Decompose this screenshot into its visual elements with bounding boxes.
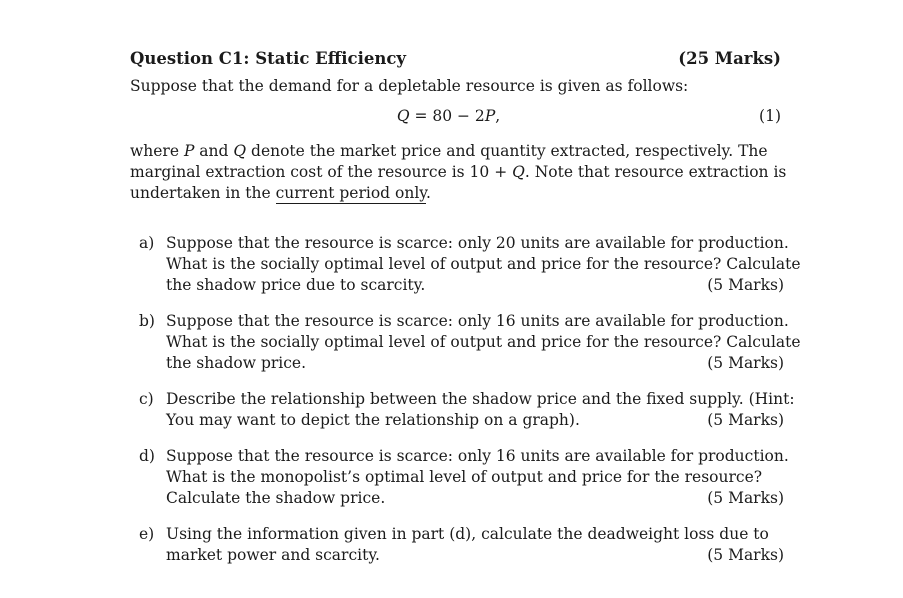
text-fragment: marginal extraction cost of the resource is 10 + xyxy=(130,163,513,181)
question-c-line: You may want to depict the relationship on a graph). xyxy=(166,411,580,429)
question-d-marks: (5 Marks) xyxy=(707,489,784,507)
question-b-line: the shadow price. xyxy=(166,354,307,372)
equation-rhs-var: P xyxy=(484,107,496,125)
question-d-label: d) xyxy=(139,447,155,465)
question-a-line: What is the socially optimal level of output and price for the resource? Calculate xyxy=(166,255,801,273)
question-title: Question C1: Static Efficiency xyxy=(130,49,406,68)
question-e-line: Using the information given in part (d), calculate the deadweight loss due to xyxy=(166,525,769,543)
underlined-text: current period only xyxy=(275,184,426,202)
equation-lhs: Q xyxy=(396,107,410,125)
question-a-label: a) xyxy=(139,234,155,252)
text-fragment: undertaken in the xyxy=(130,184,276,202)
paragraph-line-3 xyxy=(130,183,431,203)
text-fragment: . Note that resource extraction is xyxy=(524,163,787,181)
question-e-label: e) xyxy=(139,525,155,543)
question-d-line: What is the monopolist’s optimal level of output and price for the resource? xyxy=(166,468,763,486)
total-marks: (25 Marks) xyxy=(678,49,781,68)
question-b-label: b) xyxy=(139,312,155,330)
question-b-line: Suppose that the resource is scarce: only 16 units are available for production. xyxy=(166,312,789,330)
intro-text: Suppose that the demand for a depletable resource is given as follows: xyxy=(130,77,689,95)
question-b-line: What is the socially optimal level of output and price for the resource? Calculate xyxy=(166,333,801,351)
math-var-p: P xyxy=(183,142,195,160)
question-c-marks: (5 Marks) xyxy=(707,411,784,429)
question-a-marks: (5 Marks) xyxy=(707,276,784,294)
question-c-line: Describe the relationship between the shadow price and the fixed supply. (Hint: xyxy=(166,390,795,408)
text-fragment: denote the market price and quantity extracted, respectively. The xyxy=(246,142,768,160)
paragraph-line-2 xyxy=(130,162,786,182)
math-var-q: Q xyxy=(512,163,525,181)
equation-number: (1) xyxy=(759,107,781,125)
text-fragment: and xyxy=(194,142,234,160)
question-d-line: Calculate the shadow price. xyxy=(166,489,386,507)
equation-rhs-pre: = 80 − 2 xyxy=(409,107,485,125)
question-d-line: Suppose that the resource is scarce: only 16 units are available for production. xyxy=(166,447,789,465)
math-var-q: Q xyxy=(233,142,247,160)
text-fragment: where xyxy=(130,142,184,160)
question-c-label: c) xyxy=(139,390,154,408)
question-e-marks: (5 Marks) xyxy=(707,546,784,564)
equation-rhs-post: , xyxy=(495,107,501,125)
question-a-line: the shadow price due to scarcity. xyxy=(166,276,426,294)
question-a-line: Suppose that the resource is scarce: only 20 units are available for production. xyxy=(166,234,789,252)
text-fragment: . xyxy=(426,184,431,202)
paragraph-line-1 xyxy=(130,141,768,161)
question-b-marks: (5 Marks) xyxy=(707,354,784,372)
question-e-line: market power and scarcity. xyxy=(166,546,380,564)
